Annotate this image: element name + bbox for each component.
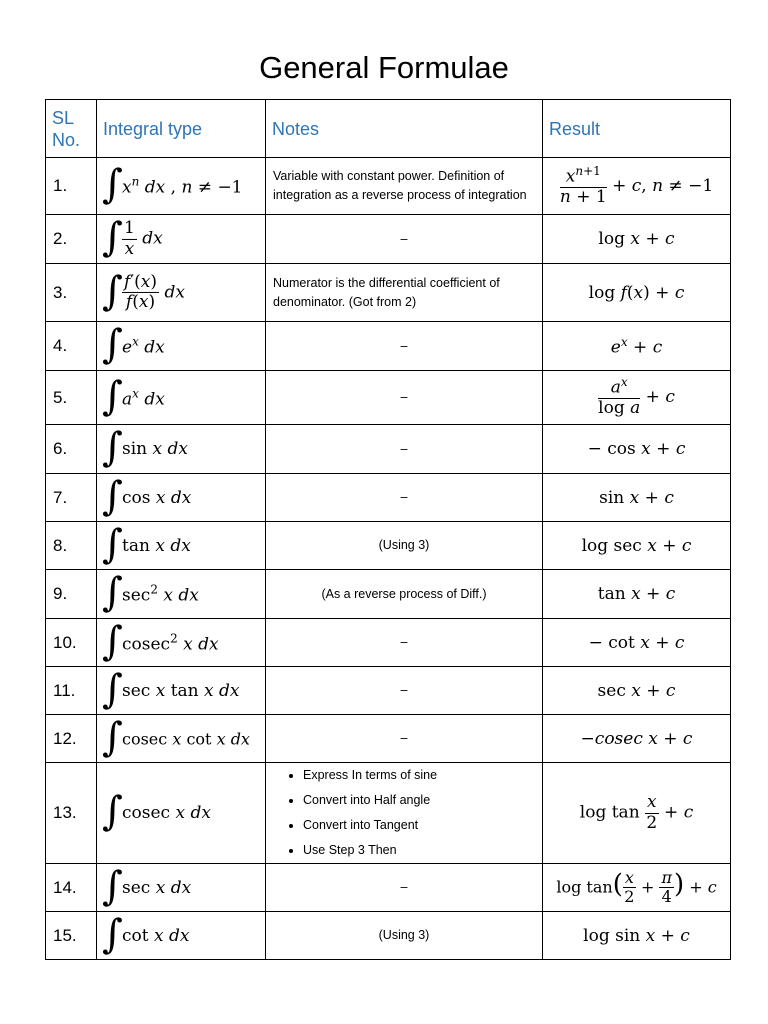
list-item: • Convert into Tangent	[303, 813, 535, 838]
result-cell: log tan $\frac{x}{2}$ + c	[543, 763, 731, 864]
result-cell: − cot x + c	[543, 619, 731, 667]
list-item: • Express In terms of sine	[303, 763, 535, 788]
formula-table	[45, 99, 731, 960]
table-row	[46, 619, 731, 667]
integral-cell: ∫ cot x dx	[97, 912, 266, 960]
integral-cell: ∫ tan x dx	[97, 522, 266, 570]
table-row	[46, 763, 731, 864]
integral-cell: ∫ $a^x$ dx	[97, 371, 266, 425]
sl-number: 13.	[46, 763, 97, 864]
header-result: Result	[543, 100, 731, 158]
notes-cell: –	[266, 667, 543, 715]
notes-cell: –	[266, 215, 543, 264]
notes-cell: –	[266, 619, 543, 667]
integral-cell: ∫ sin x dx	[97, 425, 266, 474]
integral-cell: ∫ sec x tan x dx	[97, 667, 266, 715]
header-row	[46, 100, 731, 158]
notes-cell: Variable with constant power. Definition of integration as a reverse process of integration	[266, 158, 543, 215]
table-row	[46, 158, 731, 215]
table-row	[46, 667, 731, 715]
result-cell: − cos x + c	[543, 425, 731, 474]
integral-cell: ∫ $\frac{f'(x)}{f(x)}$ dx	[97, 264, 266, 322]
table-row	[46, 912, 731, 960]
notes-cell: –	[266, 322, 543, 371]
result-cell: $e^x + c$	[543, 322, 731, 371]
sl-number: 9.	[46, 570, 97, 619]
table-row	[46, 215, 731, 264]
table-row	[46, 864, 731, 912]
sl-number: 11.	[46, 667, 97, 715]
header-integral-type: Integral type	[97, 100, 266, 158]
sl-number: 7.	[46, 474, 97, 522]
sl-number: 15.	[46, 912, 97, 960]
sl-number: 8.	[46, 522, 97, 570]
notes-cell: (Using 3)	[266, 522, 543, 570]
result-cell: $\frac{a^x}{\text{log a}}$ + c	[543, 371, 731, 425]
page-title: General Formulae	[259, 50, 509, 85]
result-cell: −cosec x + c	[543, 715, 731, 763]
table-row	[46, 264, 731, 322]
integral-cell: ∫ $x^n$ dx , n ≠ −1	[97, 158, 266, 215]
result-cell: log f(x) + c	[543, 264, 731, 322]
sl-number: 3.	[46, 264, 97, 322]
header-sl: SL No.	[46, 100, 97, 158]
notes-cell: –	[266, 715, 543, 763]
notes-cell	[266, 763, 543, 864]
integral-cell: ∫ cosec x dx	[97, 763, 266, 864]
result-cell: sin x + c	[543, 474, 731, 522]
integral-cell: ∫ sec x dx	[97, 864, 266, 912]
table-row	[46, 371, 731, 425]
list-item: • Convert into Half angle	[303, 788, 535, 813]
notes-cell: –	[266, 474, 543, 522]
sl-number: 12.	[46, 715, 97, 763]
sl-number: 2.	[46, 215, 97, 264]
result-cell: log tan( $\frac{x}{2}$ + $\frac{\pi}{4}$ ) + c	[543, 864, 731, 912]
notes-cell: Numerator is the differential coefficient of denominator. (Got from 2)	[266, 264, 543, 322]
notes-cell: (Using 3)	[266, 912, 543, 960]
sl-number: 5.	[46, 371, 97, 425]
list-item: • Use Step 3 Then	[303, 838, 535, 863]
result-cell: $\frac{x^{n+1}}{n + 1}$ + c, n ≠ −1	[543, 158, 731, 215]
table-row	[46, 522, 731, 570]
notes-cell: –	[266, 864, 543, 912]
integral-cell: ∫ $e^x$ dx	[97, 322, 266, 371]
integral-cell: ∫ cos x dx	[97, 474, 266, 522]
table-row	[46, 570, 731, 619]
table-row	[46, 474, 731, 522]
notes-cell: –	[266, 425, 543, 474]
result-cell: tan x + c	[543, 570, 731, 619]
notes-cell: (As a reverse process of Diff.)	[266, 570, 543, 619]
sl-number: 10.	[46, 619, 97, 667]
table-row	[46, 322, 731, 371]
table-row	[46, 715, 731, 763]
sl-number: 6.	[46, 425, 97, 474]
integral-cell: ∫ $\sec^2 x$ dx	[97, 570, 266, 619]
table-row	[46, 425, 731, 474]
integral-cell: ∫ $\frac{1}{x}$ dx	[97, 215, 266, 264]
result-cell: log sin x + c	[543, 912, 731, 960]
notes-cell: –	[266, 371, 543, 425]
result-cell: log sec x + c	[543, 522, 731, 570]
header-notes: Notes	[266, 100, 543, 158]
result-cell: log x + c	[543, 215, 731, 264]
notes-list	[273, 763, 535, 863]
integral-cell: ∫ cosec$^2$ x dx	[97, 619, 266, 667]
sl-number: 14.	[46, 864, 97, 912]
integral-cell: ∫ cosec x cot x dx	[97, 715, 266, 763]
sl-number: 4.	[46, 322, 97, 371]
result-cell: sec x + c	[543, 667, 731, 715]
sl-number: 1.	[46, 158, 97, 215]
